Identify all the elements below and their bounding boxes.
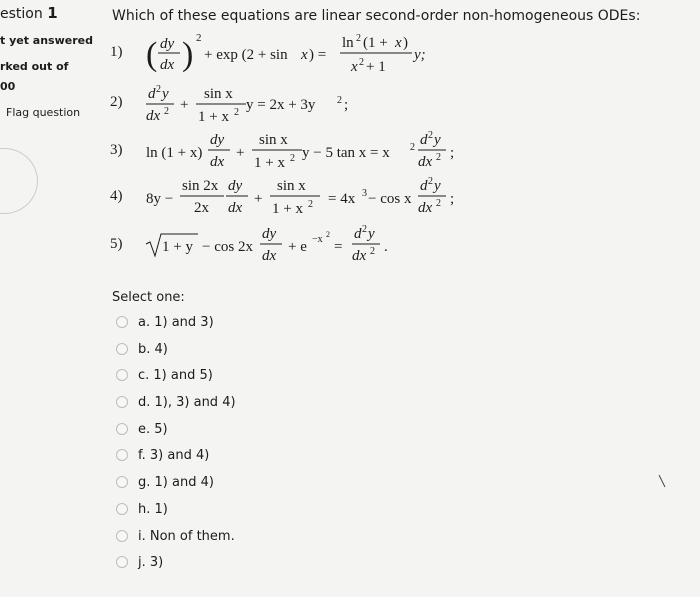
- equation-2: [110, 84, 630, 128]
- eq1-dy: dy: [160, 36, 175, 52]
- svg-text:): ): [182, 36, 194, 73]
- eq1-dx: dx: [160, 57, 175, 73]
- svg-text:y − 5 tan x = x: y − 5 tan x = x: [302, 145, 390, 161]
- svg-text:1 + x: 1 + x: [254, 155, 285, 171]
- svg-text:dx: dx: [262, 248, 277, 264]
- radio-button[interactable]: [116, 503, 128, 515]
- svg-text:2: 2: [164, 106, 169, 117]
- svg-text:y;: y;: [414, 47, 426, 63]
- svg-text:2: 2: [428, 176, 433, 187]
- radio-button[interactable]: [116, 369, 128, 381]
- svg-text:y: y: [368, 226, 375, 242]
- equation-number: 4): [110, 188, 123, 204]
- radio-button[interactable]: [116, 316, 128, 328]
- svg-text:2: 2: [356, 33, 361, 44]
- svg-text:sin x: sin x: [277, 178, 306, 194]
- svg-text:2: 2: [359, 57, 364, 68]
- svg-text:8y −: 8y −: [146, 191, 174, 207]
- option-a[interactable]: a. 1) and 3): [116, 312, 316, 332]
- question-points: 00: [0, 80, 16, 93]
- stray-mark-icon: [657, 474, 667, 488]
- svg-text:(: (: [146, 36, 158, 73]
- option-f[interactable]: f. 3) and 4): [116, 445, 316, 465]
- svg-text:2: 2: [370, 246, 375, 257]
- svg-text:ln (1 + x): ln (1 + x): [146, 145, 203, 161]
- eq1-exp: + exp (2 + sin: [204, 47, 288, 63]
- option-h[interactable]: h. 1): [116, 499, 316, 519]
- svg-text:x: x: [301, 47, 308, 63]
- svg-text:dx: dx: [228, 200, 243, 216]
- question-number: estion 1: [0, 4, 58, 22]
- svg-text:− cos x: − cos x: [368, 191, 412, 207]
- svg-text:2: 2: [326, 230, 330, 239]
- equation-number: 3): [110, 142, 123, 158]
- svg-text:sin 2x: sin 2x: [182, 178, 219, 194]
- svg-text:3: 3: [362, 188, 367, 199]
- svg-text:dx: dx: [210, 154, 225, 170]
- svg-text:d: d: [420, 132, 428, 148]
- radio-button[interactable]: [116, 343, 128, 355]
- radio-button[interactable]: [116, 556, 128, 568]
- svg-text:y: y: [162, 86, 169, 102]
- option-i[interactable]: i. Non of them.: [116, 526, 316, 546]
- svg-text:y: y: [434, 132, 441, 148]
- svg-text:) =: ) =: [309, 47, 327, 63]
- svg-text:;: ;: [450, 145, 455, 161]
- svg-text:+ 1: + 1: [366, 59, 386, 75]
- svg-text:2: 2: [156, 84, 161, 95]
- svg-text:2: 2: [362, 224, 367, 235]
- svg-text:2: 2: [436, 152, 441, 163]
- svg-text:= 4x: = 4x: [328, 191, 356, 207]
- svg-text:2x: 2x: [194, 200, 209, 216]
- svg-text:x: x: [395, 35, 402, 51]
- equation-4: [110, 176, 630, 222]
- question-info-sidebar: [0, 0, 92, 597]
- svg-text:1 + y: 1 + y: [162, 239, 193, 255]
- svg-text:− cos 2x: − cos 2x: [202, 239, 253, 255]
- option-c[interactable]: c. 1) and 5): [116, 365, 316, 385]
- svg-text:dx: dx: [418, 154, 433, 170]
- radio-button[interactable]: [116, 423, 128, 435]
- equation-5: [110, 224, 630, 270]
- svg-text:1 + x: 1 + x: [198, 109, 229, 125]
- svg-text:dx: dx: [352, 248, 367, 264]
- svg-text:ln: ln: [342, 35, 354, 51]
- svg-text:+ e: + e: [288, 239, 307, 255]
- option-j[interactable]: j. 3): [116, 552, 316, 572]
- svg-text:dy: dy: [210, 132, 225, 148]
- equation-4-math: [146, 176, 626, 222]
- svg-text:(1 +: (1 +: [363, 35, 388, 51]
- equation-1-math: [146, 32, 626, 78]
- select-one-label: Select one:: [112, 290, 185, 305]
- svg-text:;: ;: [344, 97, 349, 113]
- option-b[interactable]: b. 4): [116, 339, 316, 359]
- svg-text:2: 2: [290, 153, 295, 164]
- svg-text:x: x: [351, 59, 358, 75]
- equation-number: 5): [110, 236, 123, 252]
- svg-text:+: +: [236, 145, 245, 161]
- svg-text:.: .: [384, 239, 388, 255]
- equation-number: 2): [110, 94, 123, 110]
- svg-text:dx: dx: [146, 108, 161, 124]
- svg-text:y = 2x + 3y: y = 2x + 3y: [246, 97, 316, 113]
- equation-1: [110, 32, 630, 78]
- svg-text:): ): [403, 35, 408, 51]
- svg-text:d: d: [354, 226, 362, 242]
- svg-text:−x: −x: [312, 234, 323, 245]
- svg-text:dy: dy: [228, 178, 243, 194]
- svg-text:d: d: [420, 178, 428, 194]
- radio-button[interactable]: [116, 449, 128, 461]
- flag-question-link[interactable]: Flag question: [6, 106, 81, 119]
- svg-text:y: y: [434, 178, 441, 194]
- svg-text:dy: dy: [262, 226, 277, 242]
- svg-text:d: d: [148, 86, 156, 102]
- radio-button[interactable]: [116, 476, 128, 488]
- question-status: t yet answered: [0, 34, 93, 47]
- svg-text:+: +: [180, 97, 189, 113]
- svg-text:2: 2: [308, 199, 313, 210]
- svg-text:2: 2: [337, 95, 342, 106]
- svg-text:2: 2: [410, 142, 415, 153]
- equation-3-math: [146, 130, 626, 176]
- radio-button[interactable]: [116, 396, 128, 408]
- question-prompt: Which of these equations are linear second-order non-homogeneous ODEs:: [112, 8, 641, 24]
- svg-text:dx: dx: [418, 200, 433, 216]
- svg-text:sin x: sin x: [259, 132, 288, 148]
- svg-text:2: 2: [234, 107, 239, 118]
- svg-text:1 + x: 1 + x: [272, 201, 303, 217]
- svg-text:+: +: [254, 191, 263, 207]
- svg-text:;: ;: [450, 191, 455, 207]
- equation-3: [110, 130, 630, 176]
- equation-2-math: [146, 84, 626, 128]
- eq1-pow: 2: [196, 32, 202, 44]
- equation-5-math: [146, 224, 626, 270]
- svg-text:sin x: sin x: [204, 86, 233, 102]
- svg-text:=: =: [334, 239, 343, 255]
- svg-text:2: 2: [436, 198, 441, 209]
- decorative-arc: [0, 148, 38, 214]
- svg-text:2: 2: [428, 130, 433, 141]
- option-g[interactable]: g. 1) and 4): [116, 472, 316, 492]
- radio-button[interactable]: [116, 530, 128, 542]
- question-content: [110, 0, 695, 597]
- option-e[interactable]: e. 5): [116, 419, 316, 439]
- marked-out-of: rked out of: [0, 60, 69, 73]
- equation-number: 1): [110, 44, 123, 60]
- option-d[interactable]: d. 1), 3) and 4): [116, 392, 316, 412]
